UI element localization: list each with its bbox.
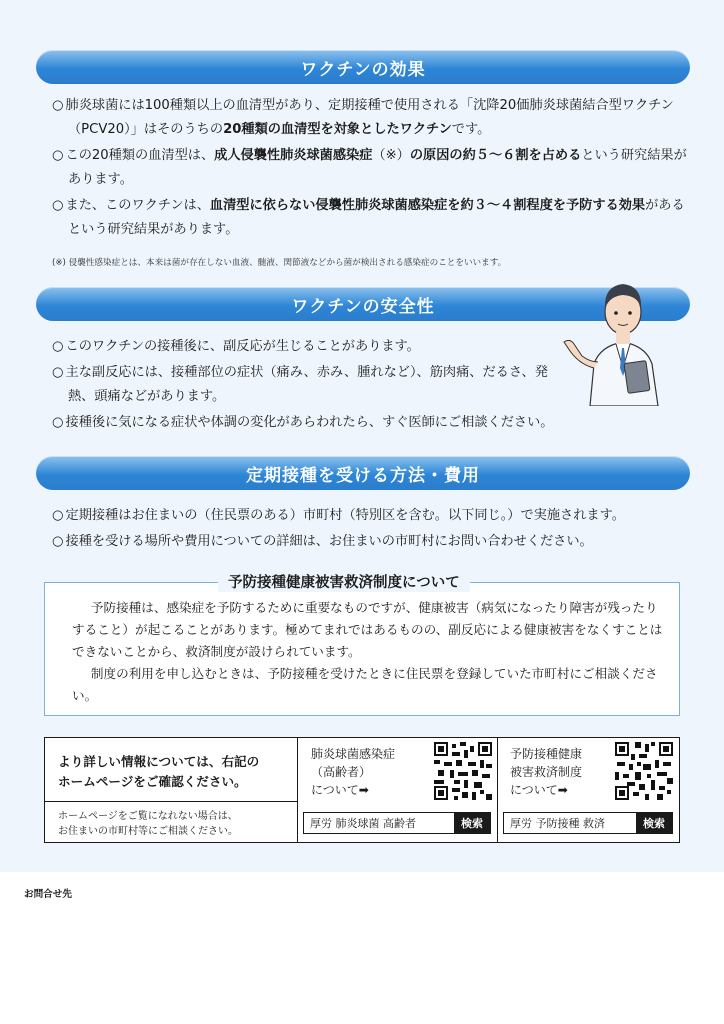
list-item: ○ 接種後に気になる症状や体調の変化があらわれたら、すぐ医師にご相談ください。 <box>52 411 708 435</box>
search-box-relief[interactable] <box>503 812 673 834</box>
list-item: ○ この20種類の血清型は、成人侵襲性肺炎球菌感染症（※）の原因の約５～６割を占めるという研究結果があります。 <box>52 144 692 192</box>
search-box-pneumococcal[interactable] <box>303 812 491 834</box>
section-header-method <box>36 456 690 490</box>
list-item: ○ 定期接種はお住まいの（住民票のある）市町村（特別区を含む。以下同じ。）で実施されます。 <box>52 504 692 528</box>
doctor-illustration <box>560 268 686 406</box>
section-header-effect <box>36 50 690 84</box>
search-button[interactable]: 検索 <box>636 813 672 833</box>
list-item: ○ 接種を受ける場所や費用についての詳細は、お住まいの市町村にお問い合わせください。 <box>52 530 692 554</box>
list-item: ○ このワクチンの接種後に、副反応が生じることがあります。 <box>52 335 552 359</box>
divider <box>497 737 498 843</box>
divider <box>297 737 298 843</box>
search-query: 厚労 予防接種 救済 <box>510 817 605 830</box>
relief-paragraph: 制度の利用を申し込むときは、予防接種を受けたときに住民票を登録していた市町村にご相談ください。 <box>72 666 658 703</box>
list-item: ○ 肺炎球菌には100種類以上の血清型があり、定期接種で使用される「沈降20価肺炎球菌結合型ワクチン（PCV20）」はそのうちの20種類の血清型を対象としたワクチンです。 <box>52 94 692 142</box>
divider <box>44 801 297 802</box>
relief-paragraph: 予防接種は、感染症を予防するために重要なものですが、健康被害（病気になったり障害が残ったりすること）が起こることがあります。極めてまれではあるものの、副反応による健康被害をなくすことはできないことから、救済制度が設けられています。 <box>72 600 663 659</box>
list-item: ○ 主な副反応には、接種部位の症状（痛み、赤み、腫れなど）、筋肉痛、だるさ、発熱、頭痛などがあります。 <box>52 361 552 409</box>
section-title: 定期接種を受ける方法・費用 <box>246 465 480 486</box>
section-title: ワクチンの効果 <box>300 59 426 80</box>
safety-list <box>52 335 552 437</box>
search-button[interactable]: 検索 <box>454 813 490 833</box>
link-relief[interactable]: 予防接種健康 被害救済制度 について➡ <box>510 747 583 797</box>
qr-code-icon[interactable] <box>434 742 492 800</box>
relief-title: 予防接種健康被害救済制度について <box>218 571 470 592</box>
footnote: (※) 侵襲性感染症とは、本来は菌が存在しない血液、髄液、関節液などから菌が検出される感染症のことをいいます。 <box>52 258 507 268</box>
method-list <box>52 504 692 556</box>
contact-label: お問合せ先 <box>24 889 72 900</box>
section-title: ワクチンの安全性 <box>291 296 435 317</box>
info-lead: より詳しい情報については、右記の ホームページをご確認ください。 <box>58 754 260 789</box>
info-note: ホームページをご覧になれない場合は、 お住まいの市町村等にご相談ください。 <box>58 811 238 837</box>
qr-code-icon[interactable] <box>615 742 673 800</box>
link-pneumococcal[interactable]: 肺炎球菌感染症 （高齢者） について➡ <box>311 747 396 797</box>
search-query: 厚労 肺炎球菌 高齢者 <box>310 817 416 830</box>
list-item: ○ また、このワクチンは、血清型に依らない侵襲性肺炎球菌感染症を約３～４割程度を予防する効果があるという研究結果があります。 <box>52 194 692 242</box>
relief-text <box>72 597 668 707</box>
effect-list <box>52 94 692 244</box>
